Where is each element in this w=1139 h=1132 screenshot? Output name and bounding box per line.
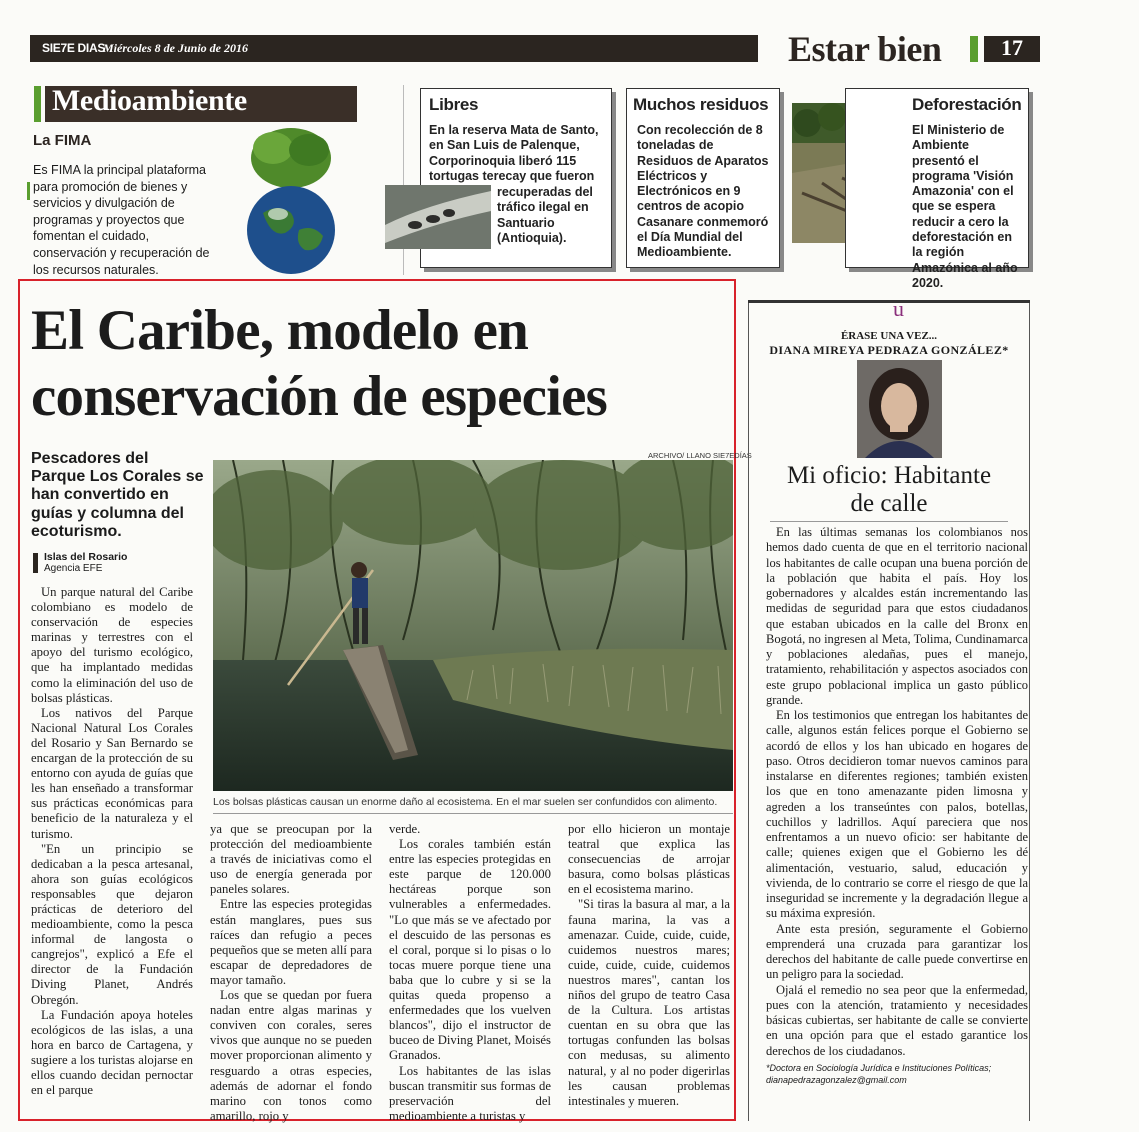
paragraph: Ojalá el remedio no sea peor que la enfermedad, pues con la atención, tratamiento y necesidades básicas cubiertas, ser habitante de calle se convierte en una opción para que el estado garantice los derechos de los ciudadanos. [766,982,1028,1058]
paragraph: Los nativos del Parque Nacional Natural Los Corales del Rosario y San Bernardo se encargan de la protección de su entorno con ayuda de guías que les han enseñado a transformar sus prácticas económicas para beneficio de la naturaleza y el turismo. [31,705,193,841]
news-box-libres [420,88,612,268]
article-location: Islas del Rosario [44,551,128,563]
turtles-photo [385,185,491,249]
box-title: Libres [429,95,479,114]
headline-line-2: conservación de especies [31,365,608,428]
byline-bar [33,553,38,573]
opinion-author: DIANA MIREYA PEDRAZA GONZÁLEZ* [769,343,1009,357]
paragraph: ya que se preocupan por la protección del medioambiente a través de iniciativas como el uso de energía generada por paneles solares. [210,822,372,897]
paragraph: Los que se quedan por fuera nadan entre algas marinas y conviven con corales, seres vivos que aunque no se pueden mover proporcionan alimento y resguardo a otras especies, además de adornar el fondo marino con tonos como amarillo, rojo y [210,988,372,1123]
article-column-3 [389,822,551,1124]
box-title: Deforestación [912,95,1022,114]
paragraph: Ante esta presión, seguramente el Gobierno emprenderá una cruzada para garantizar los derechos del habitante de calle puede convertirse en un peligro para la sociedad. [766,921,1028,982]
news-box-residuos [626,88,780,268]
opinion-body [766,525,1028,1059]
opinion-title-rule [770,521,1008,522]
issue-date: Miércoles 8 de Junio de 2016 [103,41,248,55]
paragraph: La Fundación apoya hoteles ecológicos de las islas, a una hora en barco de Cartagena, y sugiere a los turistas alojarse en ellos cuando decidan pernoctar en el parque [31,1007,193,1098]
article-column-2 [210,822,372,1124]
globe-tree-illustration [233,118,351,276]
fima-text: Es FIMA la principal plataforma para promoción de bienes y servicios y divulgación de programas y proyectos que fomentan el cuidado, conservación y recuperación de los recursos naturales. [33,163,210,277]
author-portrait [857,360,942,458]
article-lead: Pescadores del Parque Los Corales se han convertido en guías y columna del ecoturismo. [31,450,204,540]
author-email: dianapedrazagonzalez@gmail.com [766,1075,907,1085]
paragraph: verde. [389,822,421,836]
paragraph: Entre las especies protegidas están manglares, pues sus raíces dan refugio a peces pequeños que se meten allí para escapar de depredadores de mayor tamaño. [210,897,372,987]
article-column-1 [31,585,193,1098]
photo-caption: Los bolsas plásticas causan un enorme daño al ecosistema. En el mar suelen ser confundidos con alimento. [213,796,718,808]
fima-accent-bar [27,182,30,200]
news-box-deforestacion [845,88,1029,290]
opinion-title-line-1: Mi oficio: Habitante [786,462,992,489]
photo-credit: ARCHIVO/ LLANO SIE7EDÍAS [648,451,752,460]
medioambiente-title: Medioambiente [52,84,247,117]
article-column-4 [568,822,730,1109]
page-number: 17 [1001,35,1023,60]
u-logo-icon: u [893,296,904,321]
box-text: En la reserva Mata de Santo, en San Luis de Palenque, Corporinoquia liberó 115 tortugas terecay que fueron [429,123,599,183]
paragraph: En los testimonios que entregan los habitantes de calle, algunos están felices porque el Gobierno se acordó de ellos y los han ubicado en hogares de paso. Otros decidieron tomar nuevos caminos para instalarse en diferentes regiones; también existen los que en tono amenazante piden limosna y agreden a los transeúntes con palos, botellas, cuchillos y ladrillos. Aquí pareciera que nos enfrentamos a un nuevo oficio: ser habitante de calle; quienes exigen que el Gobierno les dé alimentación, vestuario, salud, educación y vivienda, de lo contrario se corre el riesgo de que la inseguridad se incremente y la degradación llegue a su máxima expresión. [766,708,1028,921]
box-text-continued: recuperadas del tráfico ilegal en Santuario (Antioquia). [497,185,593,245]
opinion-title-line-2: de calle [850,490,928,517]
fima-title: La FIMA [33,132,92,149]
paragraph: Los corales también están entre las especies protegidas en este parque de 120.000 hectáreas porque son vulnerables a enfermedades. "Lo que más se ve afectado por el descuido de las personas es el coral, porque si lo pisas o lo tocas muere porque tiene una baba que lo cubre y si se la quitas queda propenso a enfermedades que los vuelven blancos", dijo el instructor de buceo de Diving Planet, Moisés Granados. [389,837,551,1063]
paragraph: por ello hicieron un montaje teatral que explica las consecuencias de arrojar basura, como bolsas plásticas en el ecosistema marino. [568,822,730,897]
section-accent-bar [34,86,41,122]
mangrove-canoe-photo [213,460,733,791]
opinion-kicker: ÉRASE UNA VEZ... [840,330,938,342]
paragraph: Los habitantes de las islas buscan transmitir sus formas de preservación del medioambiente a turistas y [389,1063,551,1123]
box-text: Con recolección de 8 toneladas de Residuos de Aparatos Eléctricos y Electrónicos en 9 centros de acopio Casanare conmemoró el Día Mundial del Medioambiente. [637,123,769,260]
paragraph: "Si tiras la basura al mar, a la fauna marina, la vas a amenazar. Cuide, cuide, cuide, cuidemos nuestros mares; cuide, cuide, cuide, cuidemos nuestros mares", cantan los niños del grupo de teatro Casa de la Cultura. Los artistas cuentan en su obra que las tortugas confunden las bolsas con medusas, su alimento natural, y al no poder digerirlas les causan problemas intestinales y mueren. [568,897,730,1108]
publication-name: SIE7E DIAS [42,41,106,55]
box-title: Muchos residuos [633,95,769,114]
page-accent-bar [970,36,978,62]
opinion-top-rule [748,300,1030,303]
caption-rule [213,813,733,814]
paragraph: En las últimas semanas los colombianos nos hemos dado cuenta de que en el territorio nacional los habitantes de calle ocupan una buena porción de la población que habita el país. Hoy los gobernadores y alcaldes están incrementando las medidas de seguridad para que estos ciudadanos que estaban ubicados en la calle del Bronx en Bogotá, no ingresen al Meta, Tolima, Cundinamarca y poblaciones aledañas, pues el manejo, tratamiento, rehabilitación y aspectos asociados con este grupo poblacional implica un gasto público grande. [766,525,1028,707]
opinion-title [748,462,1030,518]
headline-line-1: El Caribe, modelo en [31,299,528,362]
paragraph: Un parque natural del Caribe colombiano es modelo de conservación de especies marinas y terrestres con el apoyo del turismo ecológico, que ha implantado medidas como la eliminación del uso de bolsas plásticas. [31,585,193,705]
box-text: El Ministerio de Ambiente presentó el programa 'Visión Amazonia' con el que se espera reducir a cero la deforestación en la región Amazónica al año 2020. [912,123,1018,290]
section-title: Estar bien [788,29,942,69]
author-footnote: *Doctora en Sociología Jurídica e Instituciones Políticas; [766,1063,992,1073]
paragraph: "En un principio se dedicaban a la pesca artesanal, ahora son guías ecológicos responsables que dejaron prácticas de deterioro del medioambiente, como la pesca informal de langosta o cangrejos", explicó a Efe el director de la Fundación Diving Planet, Andrés Obregón. [31,841,193,1007]
article-agency: Agencia EFE [44,563,103,574]
article-headline [31,298,736,430]
